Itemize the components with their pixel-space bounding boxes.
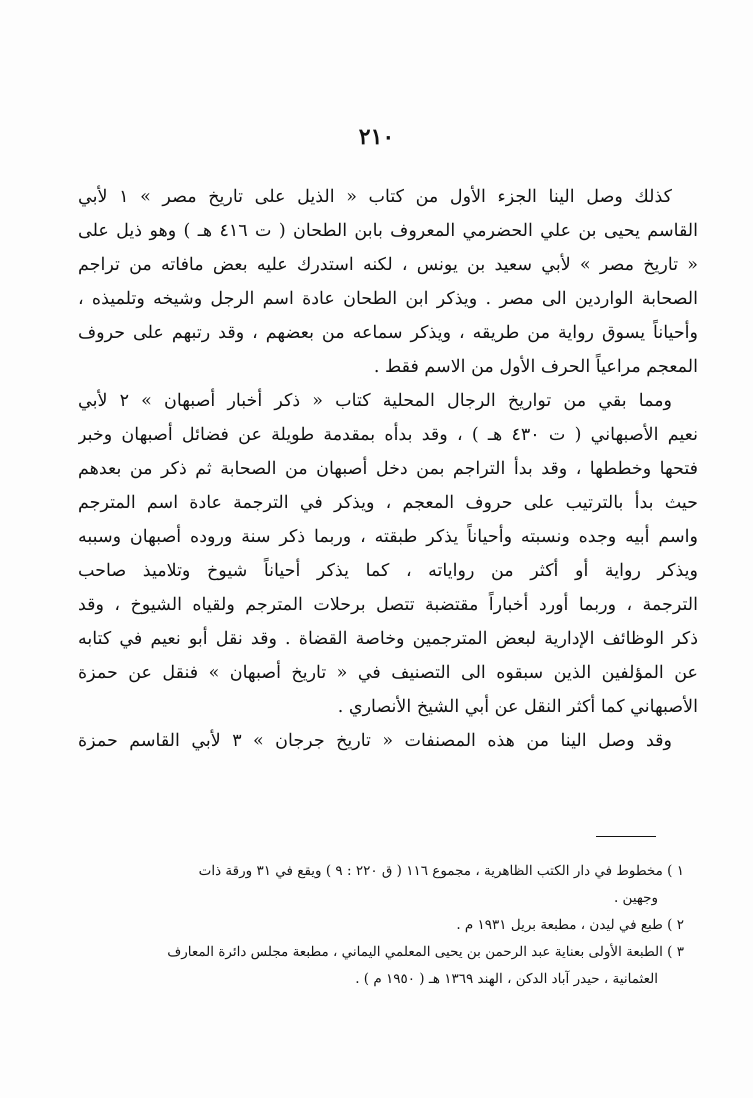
paragraph-2-line-9: عن المؤلفين الذين سبقوه الى التصنيف في « تاريخ أصبهان » فنقل عن حمزة [78,663,698,683]
footnote-3: ٣ ) الطبعة الأولى بعناية عبد الرحمن بن يحيى المعلمي اليماني ، مطبعة مجلس دائرة المعارف [167,944,684,960]
footnote-3-continuation: العثمانية ، حيدر آباد الدكن ، الهند ١٣٦٩ هـ ( ١٩٥٠ م ) . [355,971,658,987]
paragraph-2-line-5: واسم أبيه وجده ونسبته وأحياناً يذكر طبقته ، وربما ذكر سنة وروده أصبهان وسببه [78,527,698,547]
paragraph-2-line-3: فتحها وخططها ، وقد بدأ التراجم بمن دخل أصبهان من الصحابة ثم ذكر من بعدهم [78,459,698,479]
footnote-1-continuation: وجهين . [613,890,658,906]
paragraph-2-line-10: الأصبهاني كما أكثر النقل عن أبي الشيخ الأنصاري . [337,697,698,717]
footnote-1: ١ ) مخطوط في دار الكتب الظاهرية ، مجموع ١١٦ ( ق ٢٢٠ : ٩ ) ويقع في ٣١ ورقة ذات [198,863,684,879]
paragraph-1-line-2: القاسم يحيى بن علي الحضرمي المعروف بابن الطحان ( ت ٤١٦ هـ ) وهو ذيل على [78,221,698,241]
paragraph-1-line-5: وأحياناً يسوق رواية من طريقه ، ويذكر سماعه من بعضهم ، وقد رتبهم على حروف [78,323,698,343]
paragraph-3-line-1: وقد وصل الينا من هذه المصنفات « تاريخ جرجان » ٣ لأبي القاسم حمزة [78,731,672,751]
paragraph-2-line-1: ومما بقي من تواريخ الرجال المحلية كتاب « ذكر أخبار أصبهان » ٢ لأبي [78,391,673,411]
paragraph-1-line-4: الصحابة الواردين الى مصر . ويذكر ابن الطحان عادة اسم الرجل وشيخه وتلميذه ، [78,289,698,309]
paragraph-2-line-8: ذكر الوظائف الإدارية لبعض المترجمين وخاصة القضاة . وقد نقل أبو نعيم في كتابه [78,629,698,649]
page-number: ٢١٠ [358,124,395,150]
footnote-separator [596,836,656,837]
paragraph-2-line-4: حيث بدأ بالترتيب على حروف المعجم ، ويذكر في الترجمة عادة اسم المترجم [78,493,698,513]
paragraph-2-line-2: نعيم الأصبهاني ( ت ٤٣٠ هـ ) ، وقد بدأه بمقدمة طويلة عن فضائل أصبهان وخبر [78,425,698,445]
paragraph-1-line-1: كذلك وصل الينا الجزء الأول من كتاب « الذيل على تاريخ مصر » ١ لأبي [78,187,673,207]
paragraph-1-line-3: « تاريخ مصر » لأبي سعيد بن يونس ، لكنه استدرك عليه بعض مافاته من تراجم [78,255,698,275]
body-text [78,180,698,758]
paragraph-2-line-6: ويذكر رواية أو أكثر من رواياته ، كما يذكر أحياناً شيوخ وتلاميذ صاحب [78,561,698,581]
paragraph-1-line-6: المعجم مراعياً الحرف الأول من الاسم فقط . [373,357,698,377]
footnote-2: ٢ ) طبع في ليدن ، مطبعة بريل ١٩٣١ م . [456,917,684,933]
footnotes [78,858,684,993]
paragraph-2-line-7: الترجمة ، وربما أورد أخباراً مقتضبة تتصل برحلات المترجم ولقياه الشيوخ ، وقد [78,595,698,615]
